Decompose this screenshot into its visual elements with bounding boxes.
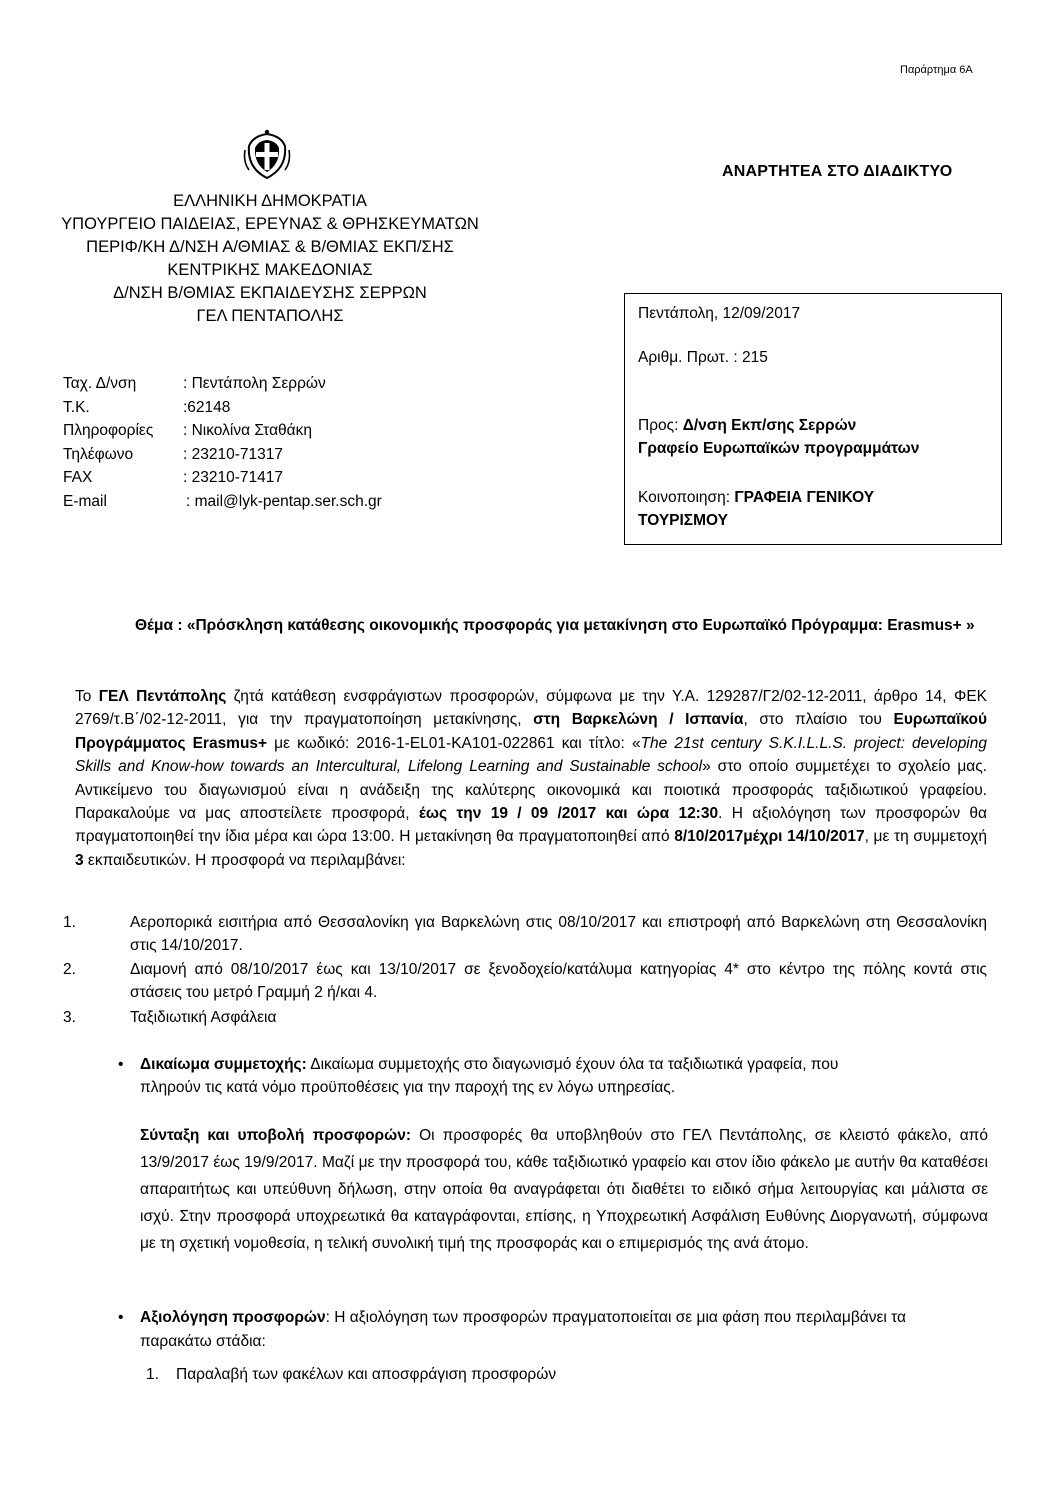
header-line: ΠΕΡΙΦ/ΚΗ Δ/ΝΣΗ Α/ΘΜΙΑΣ & Β/ΘΜΙΑΣ ΕΚΠ/ΣΗΣ xyxy=(86,238,454,256)
recipient-line xyxy=(638,414,1001,437)
annex-label: Παράρτημα 6Α xyxy=(900,64,973,76)
phone-label: Τηλέφωνο xyxy=(63,445,134,463)
list-text: Ταξιδιωτική Ασφάλεια xyxy=(130,1009,277,1026)
recipient-box xyxy=(624,293,1002,545)
participation-text: Δικαίωμα συμμετοχής στο διαγωνισμό έχουν όλα τα ταξιδιωτικά γραφεία, που πληρούν τις κατά νόμο προϋποθέσεις για την παροχή της εν λόγω υπηρεσίας. xyxy=(140,1056,839,1096)
header-line: ΚΕΝΤΡΙΚΗΣ ΜΑΚΕΔΟΝΙΑΣ xyxy=(167,261,373,279)
contact-row-email xyxy=(63,490,382,514)
list-item xyxy=(63,1006,987,1029)
school-name: ΓΕΛ Πεντάπολης xyxy=(98,688,227,705)
evaluation-bullet xyxy=(118,1306,928,1354)
participant-count: 3 xyxy=(75,851,84,869)
to-line2: Γραφείο Ευρωπαϊκών προγραμμάτων xyxy=(638,440,920,457)
cc-label: Κοινοποιηση: xyxy=(638,489,735,506)
list-number: 3. xyxy=(63,1009,76,1026)
contact-details xyxy=(63,372,382,513)
list-number: 1. xyxy=(63,914,76,931)
list-number: 2. xyxy=(63,961,76,978)
address-value: : Πεντάπολη Σερρών xyxy=(183,375,326,392)
cc-line1: ΓΡΑΦΕΙΑ ΓΕΝΙΚΟΥ xyxy=(734,489,875,506)
subject-line: Θέμα : «Πρόσκληση κατάθεσης οικονομικής προσφοράς για μετακίνηση στο Ευρωπαϊκό Πρόγραμμα: Erasmus+ » xyxy=(135,617,975,634)
programme-name: Ευρωπαϊκού Προγράμματος Erasmus+ xyxy=(75,711,987,752)
evaluation-step xyxy=(146,1366,556,1384)
phone-value: : 23210-71317 xyxy=(183,445,283,463)
postcode-label: Τ.Κ. xyxy=(63,398,90,416)
contact-row-info xyxy=(63,419,382,443)
contact-row-fax xyxy=(63,466,382,490)
email-label: E-mail xyxy=(63,492,107,510)
intro-text: με κωδικό: 2016-1-EL01-KA101-022861 και τίτλο: « xyxy=(267,734,641,752)
issuer-header xyxy=(60,190,480,328)
cc-line2: ΤΟΥΡΙΣΜΟΥ xyxy=(638,512,728,529)
list-item xyxy=(63,911,987,958)
header-line: Δ/ΝΣΗ Β/ΘΜΙΑΣ ΕΚΠΑΙΔΕΥΣΗΣ ΣΕΡΡΩΝ xyxy=(113,284,427,302)
header-line: ΕΛΛΗΝΙΚΗ ΔΗΜΟΚΡΑΤΙΑ xyxy=(173,192,367,210)
protocol-number: Αριθμ. Πρωτ. : 215 xyxy=(638,349,768,366)
project-title: The 21st century S.K.I.L.L.S. project: developing Skills and Know-how towards an Intercultural, Lifelong Learning and Sustainable school xyxy=(75,734,987,776)
header-line: ΓΕΛ ΠΕΝΤΑΠΟΛΗΣ xyxy=(196,307,344,325)
intro-text: ζητά κατάθεση ενσφράγιστων προσφορών, σύμφωνα με την Υ.Α. 129287/Γ2/02-12-2011, άρθρο 14, ΦΕΚ 2769/τ.Β΄/02-12-2011, για την πραγματοποίηση μετακίνησης, xyxy=(75,688,987,729)
intro-text: » στο οποίο συμμετέχει το σχολείο μας. Αντικείμενο του διαγωνισμού είναι η ανάδειξη της καλύτερης οικονομικά και ποιοτικά προσφοράς ταξιδιωτικού γραφείου. Παρακαλούμε να μας αποστείλετε προσφορά, xyxy=(75,758,987,823)
participation-label: Δικαίωμα συμμετοχής: xyxy=(140,1056,307,1073)
travel-dates: 8/10/2017μέχρι 14/10/2017 xyxy=(674,828,865,846)
evaluation-text: : Η αξιολόγηση των προσφορών πραγματοποιείται σε μια φάση που περιλαμβάνει τα παρακάτω στάδια: xyxy=(140,1309,906,1350)
bullet-icon: • xyxy=(118,1056,124,1073)
to-line1: Δ/νση Εκπ/σης Σερρών xyxy=(682,417,857,434)
to-label: Προς: xyxy=(638,417,683,434)
contact-row-postcode xyxy=(63,396,382,420)
step-number: 1. xyxy=(146,1366,159,1383)
info-value: : Νικολίνα Σταθάκη xyxy=(183,422,313,439)
intro-text: . Η αξιολόγηση των προσφορών θα πραγματοποιηθεί την ίδια μέρα και ώρα 13:00. Η μετακίνηση θα πραγματοποιηθεί από xyxy=(75,805,987,846)
list-text: Διαμονή από 08/10/2017 έως και 13/10/2017 σε ξενοδοχείο/κατάλυμα κατηγορίας 4* στο κέντρο της πόλης κοντά στις στάσεις του μετρό Γραμμή 2 ή/και 4. xyxy=(130,961,987,1002)
postcode-value: :62148 xyxy=(183,398,231,416)
destination: στη Βαρκελώνη / Ισπανία xyxy=(533,711,744,729)
step-text: Παραλαβή των φακέλων και αποσφράγιση προσφορών xyxy=(176,1366,557,1383)
fax-label: FAX xyxy=(63,469,93,486)
list-text: Αεροπορικά εισιτήρια από Θεσσαλονίκη για Βαρκελώνη στις 08/10/2017 και επιστροφή από Βαρκελώνη στη Θεσσαλονίκη στις 14/10/2017. xyxy=(130,914,987,955)
intro-text: , με τη συμμετοχή xyxy=(864,828,987,846)
intro-text: εκπαιδευτικών. Η προσφορά να περιλαμβάνει: xyxy=(83,851,406,869)
bullet-icon: • xyxy=(118,1309,124,1326)
deadline: έως την 19 / 09 /2017 και ώρα 12:30 xyxy=(418,805,719,823)
email-value[interactable]: : mail@lyk-pentap.ser.sch.gr xyxy=(186,492,382,510)
submission-paragraph xyxy=(140,1122,988,1257)
fax-value: : 23210-71417 xyxy=(183,469,283,486)
cc-line xyxy=(638,486,1001,509)
intro-text: Το xyxy=(75,688,99,705)
contact-row-phone xyxy=(63,443,382,467)
header-line: ΥΠΟΥΡΓΕΙΟ ΠΑΙΔΕΙΑΣ, ΕΡΕΥΝΑΣ & ΘΡΗΣΚΕΥΜΑΤΩΝ xyxy=(61,215,479,233)
posting-note: ΑΝΑΡΤΗΤΕΑ ΣΤΟ ΔΙΑΔΙΚΤΥΟ xyxy=(722,163,953,180)
intro-paragraph xyxy=(75,685,987,872)
submission-text: Οι προσφορές θα υποβληθούν στο ΓΕΛ Πεντάπολης, σε κλειστό φάκελο, από 13/9/2017 έως 19/9/2017. Μαζί με την προσφορά του, κάθε ταξιδιωτικό γραφείο και στον ίδιο φάκελο με αυτήν θα καταθέσει απαραιτήτως και υπεύθυνη δήλωση, στην οποία θα αναγράφεται ότι διαθέτει το ειδικό σήμα λειτουργίας και μάλιστα σε ισχύ. Στην προσφορά υποχρεωτικά θα καταγράφονται, επίσης, η Υποχρεωτική Ασφάλιση Ευθύνης Διοργανωτή, σύμφωνα με τη σχετική νομοθεσία, η τελική συνολική τιμή της προσφοράς και ο επιμερισμός της ανά άτομο. xyxy=(140,1127,988,1252)
place-date: Πεντάπολη, 12/09/2017 xyxy=(638,305,801,322)
intro-text: , στο πλαίσιο του xyxy=(743,711,894,729)
greek-coat-of-arms-icon xyxy=(243,128,291,180)
submission-label: Σύνταξη και υποβολή προσφορών: xyxy=(140,1127,412,1144)
info-label: Πληροφορίες xyxy=(63,422,154,439)
contact-row-address xyxy=(63,372,382,396)
address-label: Ταχ. Δ/νση xyxy=(63,375,137,392)
evaluation-label: Αξιολόγηση προσφορών xyxy=(140,1309,326,1326)
list-item xyxy=(63,958,987,1005)
participation-bullet xyxy=(118,1053,898,1099)
